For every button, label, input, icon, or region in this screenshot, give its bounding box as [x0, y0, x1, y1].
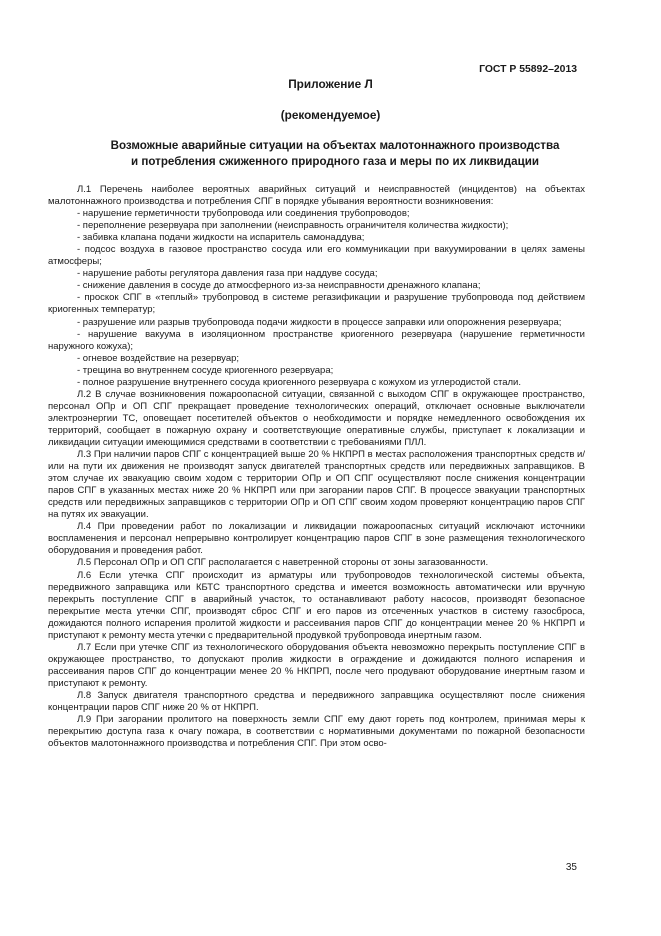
list-item: - нарушение работы регулятора давления газа при наддуве сосуда;	[77, 268, 378, 280]
paragraph-l8: Л.8 Запуск двигателя транспортного средства и передвижного заправщика осуществляют после снижения концентрации паров СПГ ниже 20 % от НКПРП.	[48, 689, 585, 714]
list-item: - огневое воздействие на резервуар;	[77, 352, 240, 364]
appendix-heading-line-2: и потребления сжиженного природного газа и меры по их ликвидации	[131, 155, 539, 168]
list-item: - полное разрушение внутреннего сосуда криогенного резервуара с кожухом из углеродистой стали.	[77, 376, 521, 388]
list-item: - трещина во внутреннем сосуде криогенного резервуара;	[77, 364, 334, 376]
list-item: - подсос воздуха в газовое пространство сосуда или его коммуникации при вакуумировании в целях замены атмосферы;	[48, 244, 585, 268]
paragraph-l6: Л.6 Если утечка СПГ происходит из арматуры или трубопроводов технологической системы объекта, передвижного заправщика или КБТС транспортного средства и имеется возможность автоматически или вручную перекрыть поступление СПГ в аварийный участок, то останавливают работу насосов, производят безопасное перекрытие места утечки СПГ, производят сброс СПГ и его паров из отсеченных участков в систему газосброса, дожидаются полного испарения пролитой жидкости и рассеивания паров СПГ до концентрации менее 20 % НКПРП и приступают к ремонту места утечки с предварительной продувкой трубопровода инертным газом.	[48, 569, 585, 641]
paragraph-l2: Л.2 В случае возникновения пожароопасной ситуации, связанной с выходом СПГ в окружающее пространство, персонал ОПр и ОП СПГ прекращает проведение технологических операций, отключает основные выключатели электроэнергии ТС, оповещает посетителей объектов о необходимости и порядке немедленного освобождения их территорий, сообщает в пожарную охрану и соответствующие оперативные службы, приступает к локализации и ликвидации ситуации имеющимися средствами в соответствии с требованиями ПЛЛ.	[48, 388, 585, 448]
appendix-status: (рекомендуемое)	[280, 108, 381, 122]
paragraph-l5: Л.5 Персонал ОПр и ОП СПГ располагается с наветренной стороны от зоны загазованности.	[77, 557, 489, 569]
appendix-heading	[70, 138, 600, 170]
page-number: 35	[565, 862, 577, 873]
paragraph-l1: Л.1 Перечень наиболее вероятных аварийных ситуаций и неисправностей (инцидентов) на объектах малотоннажного производства и потребления СПГ в порядке убывания вероятности возникновения:	[48, 184, 585, 208]
paragraph-l4: Л.4 При проведении работ по локализации и ликвидации пожароопасных ситуаций исключают источники воспламенения и персонал непрерывно контролирует концентрацию паров СПГ в зоне размещения технологического оборудования и проведения работ.	[48, 521, 585, 557]
list-item: - проскок СПГ в «теплый» трубопровод в системе регазификации и разрушение трубопровода под действием криогенных температур;	[48, 292, 585, 316]
list-item: - забивка клапана подачи жидкости на испаритель самонаддува;	[77, 232, 365, 244]
paragraph-l9: Л.9 При загорании пролитого на поверхность земли СПГ ему дают гореть под контролем, принимая меры к перекрытию доступа газа к очагу пожара, в соответствии с нормативными документами по пожарной безопасности объектов малотоннажного производства и потребления СПГ. При этом осво-	[48, 714, 585, 750]
list-item: - разрушение или разрыв трубопровода подачи жидкости в процессе заправки или опорожнения резервуара;	[77, 316, 562, 328]
list-item: - переполнение резервуара при заполнении (неисправность ограничителя количества жидкости);	[77, 220, 509, 232]
paragraph-l3: Л.3 При наличии паров СПГ с концентрацией выше 20 % НКПРП в местах расположения транспортных средств и/или на пути их движения не производят запуск двигателей транспортных средств или передвижных заправщиков. В этом случае их эвакуацию своим ходом с территории ОПр и ОП СПГ осуществляют после снижения концентрации паров СПГ в указанных местах ниже 20 % НКПРП или при загорании паров СПГ. В процессе эвакуации транспортных средств или передвижных заправщиков с территории ОПр и ОП СПГ своим ходом проверяют концентрацию паров СПГ на путях их эвакуации.	[48, 449, 585, 521]
document-body	[48, 184, 585, 750]
appendix-title: Приложение Л	[288, 77, 373, 91]
paragraph-l7: Л.7 Если при утечке СПГ из технологического оборудования объекта невозможно перекрыть поступление СПГ в окружающее пространство, то допускают пролив жидкости в ограждение и дожидаются полного испарения и рассеивания паров СПГ до концентрации менее 20 % НКПРП, после чего продувают оборудование инертным газом и приступают к ремонту.	[48, 641, 585, 689]
appendix-heading-line-1: Возможные аварийные ситуации на объектах малотоннажного производства	[110, 139, 560, 152]
list-item: - нарушение герметичности трубопровода или соединения трубопроводов;	[77, 208, 410, 220]
list-item: - нарушение вакуума в изоляционном пространстве криогенного резервуара (нарушение герметичности наружного кожуха);	[48, 328, 585, 352]
standard-code: ГОСТ Р 55892–2013	[479, 64, 577, 75]
list-item: - снижение давления в сосуде до атмосферного из-за неисправности дренажного клапана;	[77, 280, 481, 292]
